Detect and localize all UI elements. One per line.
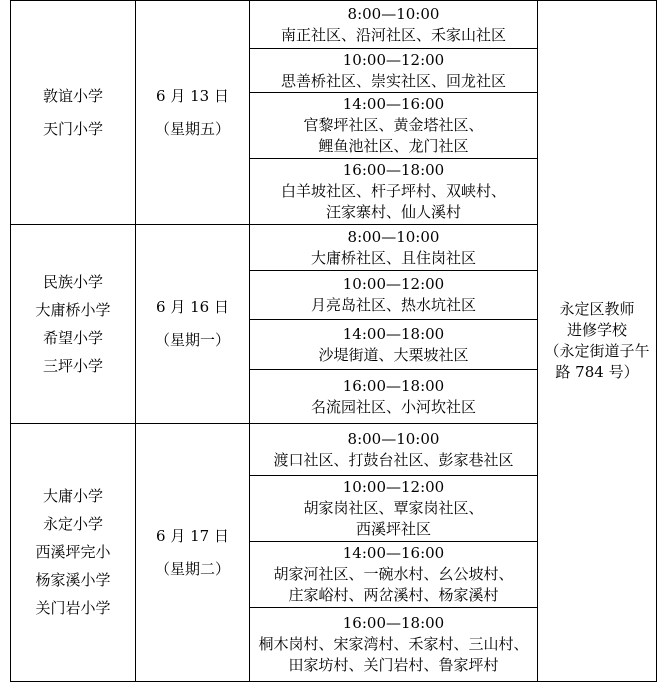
table-row bbox=[11, 1, 657, 49]
location-line: 永定区教师 bbox=[559, 300, 635, 318]
school-name: 敦谊小学 bbox=[42, 86, 103, 105]
slot-time: 14:00—16:00 bbox=[342, 544, 445, 562]
slot-communities: 鲤鱼池社区、龙门社区 bbox=[318, 137, 469, 155]
location-line: （永定街道子午 bbox=[544, 342, 650, 360]
slot-time: 16:00—18:00 bbox=[342, 161, 445, 179]
slot-communities: 胡家岗社区、覃家岗社区、 bbox=[303, 499, 484, 517]
weekday: （星期二） bbox=[154, 559, 230, 578]
school-name: 大庸小学 bbox=[42, 487, 103, 505]
schools-cell bbox=[11, 225, 136, 424]
slot-communities: 庄家峪村、两岔溪村、杨家溪村 bbox=[288, 586, 499, 604]
slot-communities: 名流园社区、小河坎社区 bbox=[310, 397, 476, 416]
date-cell bbox=[136, 225, 250, 424]
slot-communities: 思善桥社区、崇实社区、回龙社区 bbox=[280, 71, 506, 90]
slot-cell bbox=[250, 424, 538, 476]
slot-time: 10:00—12:00 bbox=[342, 275, 445, 293]
slot-cell bbox=[250, 476, 538, 542]
school-name: 希望小学 bbox=[42, 328, 103, 347]
slot-communities: 南正社区、沿河社区、禾家山社区 bbox=[280, 25, 506, 44]
schedule-table bbox=[10, 0, 657, 682]
slot-time: 14:00—18:00 bbox=[342, 324, 445, 343]
school-name: 杨家溪小学 bbox=[35, 571, 111, 589]
slot-cell bbox=[250, 542, 538, 608]
location-line: 路 784 号） bbox=[555, 363, 639, 381]
slot-time: 14:00—16:00 bbox=[342, 95, 445, 113]
school-name: 西溪坪完小 bbox=[35, 543, 111, 561]
weekday: （星期五） bbox=[154, 119, 230, 138]
slot-communities: 田家坊村、关门岩村、鲁家坪村 bbox=[288, 656, 499, 674]
schools-cell bbox=[11, 1, 136, 225]
slot-cell bbox=[250, 271, 538, 320]
date-cell bbox=[136, 1, 250, 225]
schools-cell bbox=[11, 424, 136, 682]
location-cell bbox=[538, 1, 657, 682]
location-line: 进修学校 bbox=[566, 321, 627, 339]
school-name: 永定小学 bbox=[42, 515, 103, 533]
slot-cell bbox=[250, 49, 538, 93]
date-cell bbox=[136, 424, 250, 682]
slot-cell bbox=[250, 1, 538, 49]
slot-communities: 白羊坡社区、杆子坪村、双峡村、 bbox=[280, 182, 506, 200]
slot-communities: 沙堤街道、大栗坡社区 bbox=[318, 345, 469, 364]
date: 6 月 16 日 bbox=[156, 298, 229, 316]
slot-communities: 胡家河社区、一碗水村、幺公坡村、 bbox=[273, 565, 514, 583]
school-name: 大庸桥小学 bbox=[35, 300, 111, 319]
slot-communities: 月亮岛社区、热水坑社区 bbox=[310, 296, 476, 314]
school-name: 三坪小学 bbox=[42, 356, 103, 375]
slot-communities: 西溪坪社区 bbox=[355, 520, 431, 538]
slot-time: 16:00—18:00 bbox=[342, 614, 445, 632]
school-name: 关门岩小学 bbox=[35, 599, 111, 617]
slot-time: 8:00—10:00 bbox=[347, 227, 440, 246]
slot-cell bbox=[250, 93, 538, 159]
slot-cell bbox=[250, 320, 538, 370]
slot-communities: 大庸桥社区、且住岗社区 bbox=[310, 248, 476, 267]
slot-time: 8:00—10:00 bbox=[347, 4, 440, 23]
school-name: 天门小学 bbox=[42, 119, 103, 138]
slot-communities: 渡口社区、打鼓台社区、彭家巷社区 bbox=[273, 450, 514, 469]
slot-time: 16:00—18:00 bbox=[342, 376, 445, 395]
date: 6 月 17 日 bbox=[156, 526, 229, 545]
slot-time: 10:00—12:00 bbox=[342, 50, 445, 69]
slot-cell bbox=[250, 370, 538, 424]
slot-cell bbox=[250, 225, 538, 271]
slot-time: 8:00—10:00 bbox=[347, 429, 440, 448]
slot-cell bbox=[250, 608, 538, 682]
slot-time: 10:00—12:00 bbox=[342, 478, 445, 496]
slot-communities: 汪家寨村、仙人溪村 bbox=[325, 203, 461, 221]
school-name: 民族小学 bbox=[42, 272, 103, 291]
weekday: （星期一） bbox=[154, 331, 230, 349]
slot-communities: 桐木岗村、宋家湾村、禾家村、三山村、 bbox=[258, 635, 529, 653]
slot-cell bbox=[250, 159, 538, 225]
date: 6 月 13 日 bbox=[156, 86, 229, 105]
slot-communities: 官黎坪社区、黄金塔社区、 bbox=[303, 116, 484, 134]
